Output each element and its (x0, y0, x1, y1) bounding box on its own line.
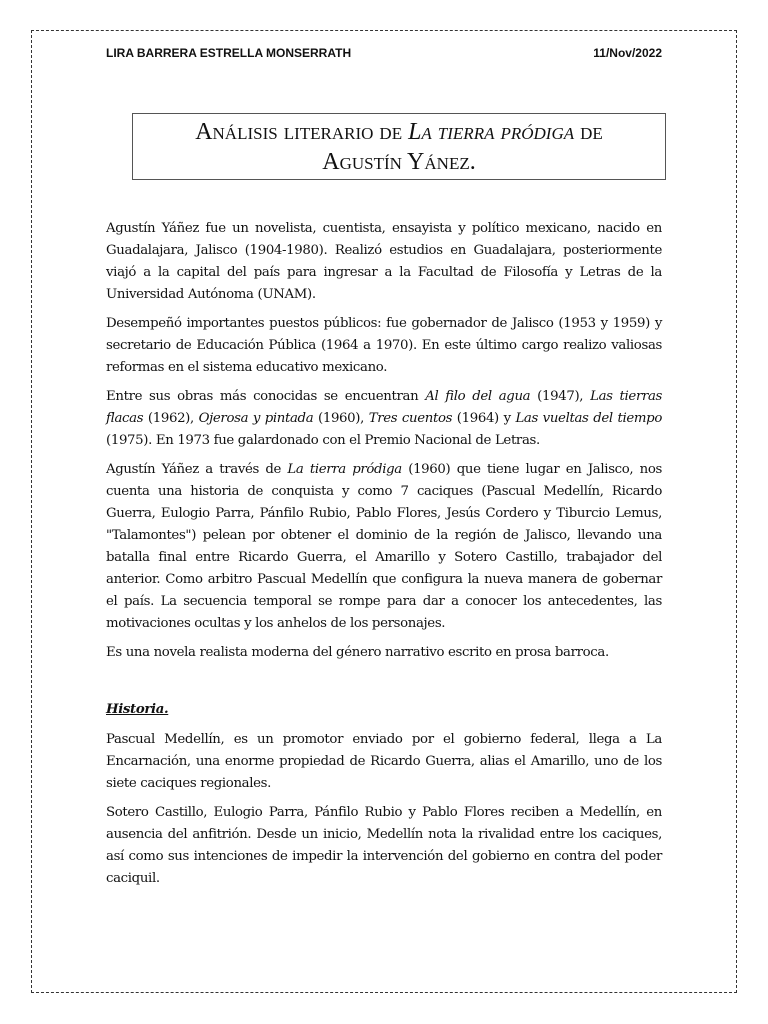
text-run: Entre sus obras más conocidas se encuentran (106, 389, 426, 404)
title-line-1 (195, 117, 603, 147)
text-run: (1964) y (452, 411, 516, 426)
section-heading-historia: Historia. (106, 702, 169, 717)
paragraph-summary (106, 459, 662, 635)
work-title: Al filo del agua (425, 389, 531, 404)
paragraph-historia-1: Pascual Medellín, es un promotor enviado por el gobierno federal, llega a La Encarnación, una enorme propiedad de Ricardo Guerra, alias el Amarillo, uno de los siete caciques regionales. (106, 732, 662, 791)
work-title: La tierra pródiga (287, 462, 402, 477)
text-run: (1975). En 1973 fue galardonado con el Premio Nacional de Letras. (106, 433, 540, 448)
document-header (106, 46, 662, 60)
title-box (132, 113, 666, 180)
title-suffix: de (574, 118, 603, 145)
paragraph-works (106, 386, 662, 452)
paragraph-genre: Es una novela realista moderna del género narrativo escrito en prosa barroca. (106, 645, 609, 660)
title-line-2: Agustín Yánez. (322, 148, 476, 175)
work-title: Las vueltas del tiempo (515, 411, 662, 426)
work-title: Ojerosa y pintada (198, 411, 314, 426)
title-book: La tierra pródiga (408, 118, 575, 145)
text-run: (1947), (530, 389, 591, 404)
work-title: Tres cuentos (368, 411, 453, 426)
document-body (106, 218, 662, 897)
title-prefix: Análisis literario de (195, 118, 409, 145)
author-name: LIRA BARRERA ESTRELLA MONSERRATH (106, 46, 352, 60)
paragraph-public-posts: Desempeñó importantes puestos públicos: fue gobernador de Jalisco (1953 y 1959) y secretario de Educación Pública (1964 a 1970). En este último cargo realizo valiosas reformas en el sistema educativo mexicano. (106, 316, 662, 375)
document-date: 11/Nov/2022 (593, 46, 662, 60)
text-run: (1960) que tiene lugar en Jalisco, nos cuenta una historia de conquista y como 7 caciques (Pascual Medellín, Ricardo Guerra, Eulogio Parra, Pánfilo Rubio, Pablo Flores, Jesús Cordero y Tiburcio Lemus, "Talamontes") pelean por obtener el dominio de la región de Jalisco, llevando una batalla final entre Ricardo Guerra, el Amarillo y Sotero Castillo, trabajador del anterior. Como arbitro Pascual Medellín que configura la nueva manera de gobernar el país. La secuencia temporal se rompe para dar a conocer los antecedentes, las motivaciones ocultas y los anhelos de los personajes. (106, 462, 663, 631)
text-run: (1960), (313, 411, 369, 426)
work-title: Las tierras flacas (106, 389, 663, 426)
text-run: Agustín Yáñez a través de (106, 462, 288, 477)
paragraph-biography: Agustín Yáñez fue un novelista, cuentista, ensayista y político mexicano, nacido en Guadalajara, Jalisco (1904-1980). Realizó estudios en Guadalajara, posteriormente viajó a la capital del país para ingresar a la Facultad de Filosofía y Letras de la Universidad Autónoma (UNAM). (106, 221, 662, 302)
text-run: (1962), (143, 411, 199, 426)
paragraph-historia-2: Sotero Castillo, Eulogio Parra, Pánfilo Rubio y Pablo Flores reciben a Medellín, en ausencia del anfitrión. Desde un inicio, Medellín nota la rivalidad entre los caciques, así como sus intenciones de impedir la intervención del gobierno en contra del poder caciquil. (106, 805, 662, 886)
